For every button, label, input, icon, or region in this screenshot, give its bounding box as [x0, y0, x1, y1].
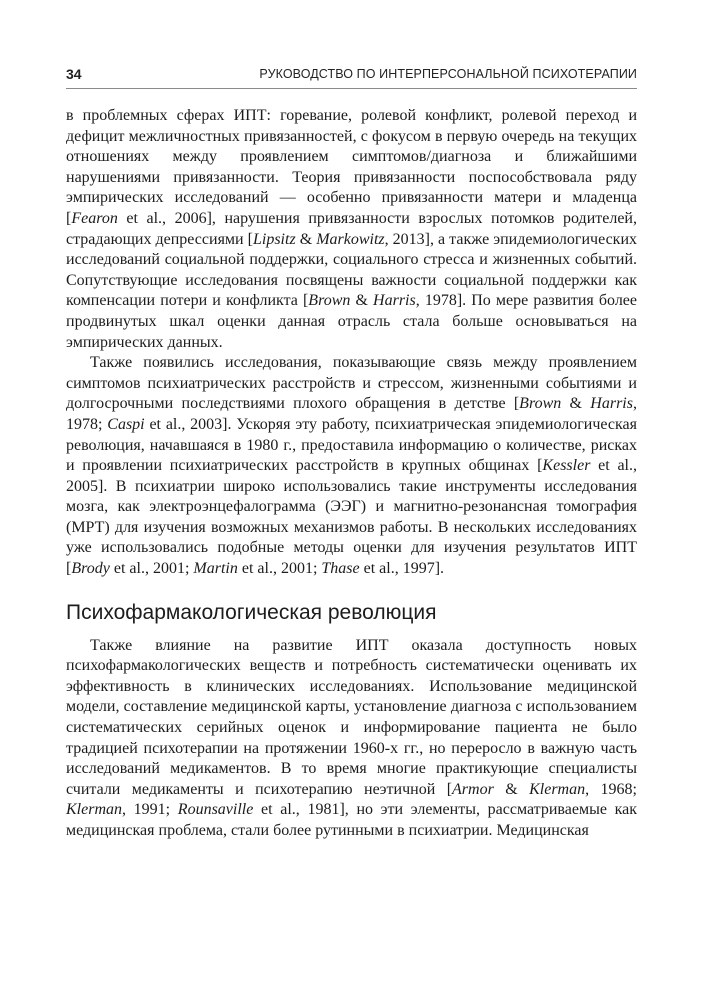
text-run: , 1978]. По мере развития более продвинутых шкал оценки данная отрасль стала больше основываться на эмпирических данных.	[66, 292, 638, 351]
section-heading: Психофармакологическая революция	[66, 600, 437, 624]
citation-author: Caspi	[107, 415, 145, 433]
citation-author: Lipsitz	[252, 230, 296, 248]
citation-author: Brown	[519, 395, 562, 413]
text-run: et al., 2005]. В психиатрии широко использовались такие инструменты исследования мозга, как электроэнцефалограмма (ЭЭГ) и магнитно-резонансная томография (МРТ) для изучения возможных механизмов работы. В нескольких исследованиях уже использовались подобные методы оценки для изучения результатов ИПТ [	[66, 457, 638, 578]
running-head	[66, 64, 637, 89]
citation-author: Fearon	[71, 209, 118, 227]
citation-author: Kessler	[542, 457, 591, 475]
text-run: et al., 1981], но эти элементы, рассматриваемые как медицинская проблема, стали более рутинными в психиатрии. Медицинская	[66, 801, 637, 839]
paragraph-1	[66, 106, 637, 353]
paragraph-2	[66, 353, 637, 580]
citation-author: Armor	[452, 780, 494, 798]
paragraph-3	[66, 636, 637, 842]
citation-author: Brown	[308, 292, 351, 310]
text-run: et al., 2006], нарушения привязанности взрослых потомков родителей, страдающих депрессиями [	[66, 209, 637, 248]
text-run: &	[350, 292, 374, 310]
text-run: в проблемных сферах ИПТ: горевание, ролевой конфликт, ролевой переход и дефицит межличностных привязанностей, с фокусом в первую очередь на текущих отношениях между проявлением симптомов/диагноза и ближайшими нарушениями привязанности. Теория привязанности поспособствовала ряду эмпирических исследований — особенно привязанности матери и младенца [	[66, 107, 637, 227]
text-run: &	[561, 395, 591, 413]
citation-author: Rounsaville	[177, 801, 254, 819]
citation-author: Klerman	[66, 801, 122, 819]
text-run: , 1991;	[122, 801, 178, 819]
text-run: et al., 2001;	[237, 560, 322, 578]
text-run: &	[295, 230, 317, 248]
book-title: РУКОВОДСТВО ПО ИНТЕРПЕРСОНАЛЬНОЙ ПСИХОТЕРАПИИ	[259, 67, 637, 81]
page-number: 34	[66, 66, 82, 82]
text-run: , 1968;	[585, 780, 637, 798]
text-run: et al., 2003]. Ускоряя эту работу, психиатрическая эпидемиологическая революция, начавшаяся в 1980 г., предоставила информацию о количестве, рисках и проявлении психиатрических расстройств в крупных общинах [	[66, 415, 638, 475]
citation-author: Markowitz	[316, 230, 385, 248]
citation-author: Thase	[321, 560, 360, 578]
citation-author: Brody	[71, 560, 110, 578]
text-run: , 1978;	[66, 395, 637, 433]
text-run: et al., 2001;	[109, 560, 194, 578]
text-run: , 2013], а также эпидемиологических исследований социальной поддержки, социального стресса и жизненных событий. Сопутствующие исследования посвящены важности социальной поддержки как компенсации потери и конфликта [	[66, 230, 637, 310]
text-run: &	[493, 780, 530, 798]
citation-author: Klerman	[529, 780, 586, 798]
text-run: Также появились исследования, показывающие связь между проявлением симптомов психиатрических расстройств и стрессом, жизненными событиями и долгосрочными последствиями плохого обращения в детстве [	[66, 354, 637, 413]
text-run: et al., 1997].	[359, 560, 445, 578]
text-run: Также влияние на развитие ИПТ оказала доступность новых психофармакологических веществ и потребность систематически оценивать их эффективность в клинических исследованиях. Использование медицинской модели, составление медицинской карты, установление диагноза с использованием систематических серийных оценок и информирование пациента не было традицией психотерапии на протяжении 1960-х гг., но переросло в важную часть исследований медикаментов. В то время многие практикующие специалисты считали медикаменты и психотерапию неэтичной [	[66, 636, 637, 798]
body-text	[66, 106, 637, 842]
citation-author: Harris	[373, 292, 416, 310]
citation-author: Harris	[590, 395, 633, 413]
citation-author: Martin	[193, 560, 238, 578]
